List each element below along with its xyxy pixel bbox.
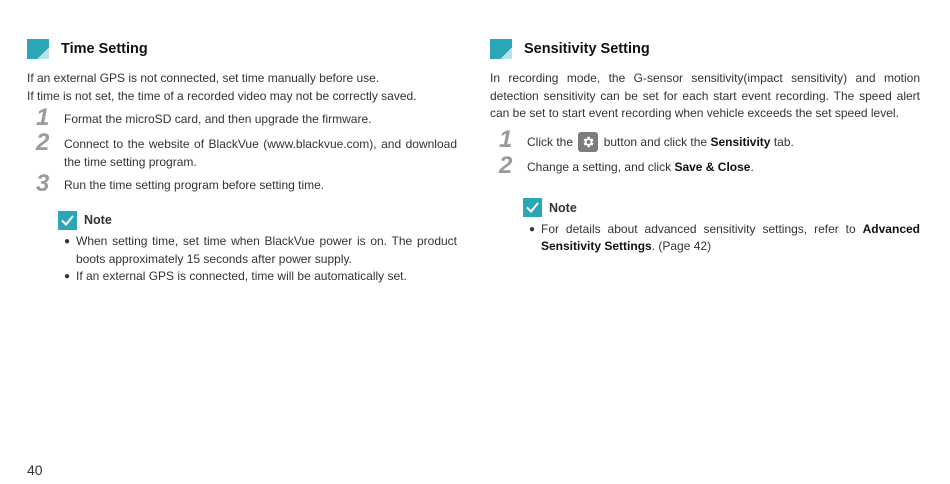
step-item — [27, 170, 457, 197]
note-box — [58, 210, 457, 286]
advanced-settings-ref: Advanced Sensitivity Settings — [541, 221, 920, 253]
step-text-part: Change a setting, and click — [527, 159, 672, 174]
step-text: Connect to the website of BlackVue (www.blackvue.com), and download the time setting program. — [64, 137, 457, 169]
note-bullet — [58, 268, 457, 286]
intro-line-2: If time is not set, the time of a recorded video may not be correctly saved. — [27, 88, 417, 103]
intro-line-1: If an external GPS is not connected, set time manually before use. — [27, 71, 380, 85]
step-number: 1 — [499, 125, 513, 153]
step-text: Format the microSD card, and then upgrade the firmware. — [64, 112, 372, 126]
check-icon — [523, 198, 542, 217]
note-title: Note — [549, 200, 577, 215]
note-header — [58, 210, 457, 230]
bullet-text-part: . (Page 42) — [651, 239, 712, 253]
step-text-part: button and click the — [603, 134, 708, 149]
step-list — [490, 125, 920, 179]
check-icon — [58, 211, 77, 230]
bullet-icon: ● — [529, 223, 536, 235]
step-text — [527, 133, 920, 153]
section-header — [27, 38, 457, 60]
step-number: 3 — [36, 170, 50, 197]
save-close-label: Save & Close — [674, 159, 751, 174]
step-text-part: Click the — [527, 134, 574, 149]
intro-text: In recording mode, the G-sensor sensitivity(impact sensitivity) and motion detection sensitivity can be set for each start event recording. The speed alert can be set to start event recording when vehicle exceeds the set speed level. — [490, 71, 920, 120]
sensitivity-tab-label: Sensitivity — [710, 134, 771, 149]
step-item — [490, 151, 920, 179]
sensitivity-setting-section — [490, 38, 920, 256]
note-bullet — [523, 221, 920, 256]
page-number: 40 — [27, 462, 43, 478]
step-text — [527, 159, 920, 177]
bullet-text — [541, 221, 920, 256]
bullet-text-part: For details about advanced sensitivity settings, refer to — [541, 221, 856, 236]
note-header — [523, 198, 920, 218]
step-item — [27, 129, 457, 171]
note-bullet — [58, 233, 457, 268]
bullet-icon: ● — [64, 236, 71, 247]
step-number: 1 — [36, 104, 50, 131]
step-number: 2 — [36, 129, 50, 156]
step-list — [27, 104, 457, 197]
step-number: 2 — [499, 151, 513, 179]
section-title: Time Setting — [61, 41, 148, 57]
time-setting-section — [27, 38, 457, 286]
step-text: Run the time setting program before setting time. — [64, 178, 325, 192]
step-item — [27, 104, 457, 131]
section-header — [490, 38, 920, 60]
bullet-icon: ● — [64, 271, 71, 282]
step-item — [490, 125, 920, 153]
step-text-part: tab. — [773, 134, 794, 149]
note-title: Note — [84, 213, 112, 227]
section-marker-icon — [27, 39, 49, 59]
section-marker-icon — [490, 39, 512, 59]
section-title: Sensitivity Setting — [524, 41, 650, 57]
gear-icon — [578, 132, 598, 152]
intro-text — [27, 70, 457, 105]
step-text-part: . — [750, 159, 754, 174]
note-box — [523, 198, 920, 256]
bullet-text: If an external GPS is connected, time will be automatically set. — [76, 269, 407, 283]
bullet-text: When setting time, set time when BlackVue power is on. The product boots approximately 15 seconds after power supply. — [76, 234, 457, 266]
